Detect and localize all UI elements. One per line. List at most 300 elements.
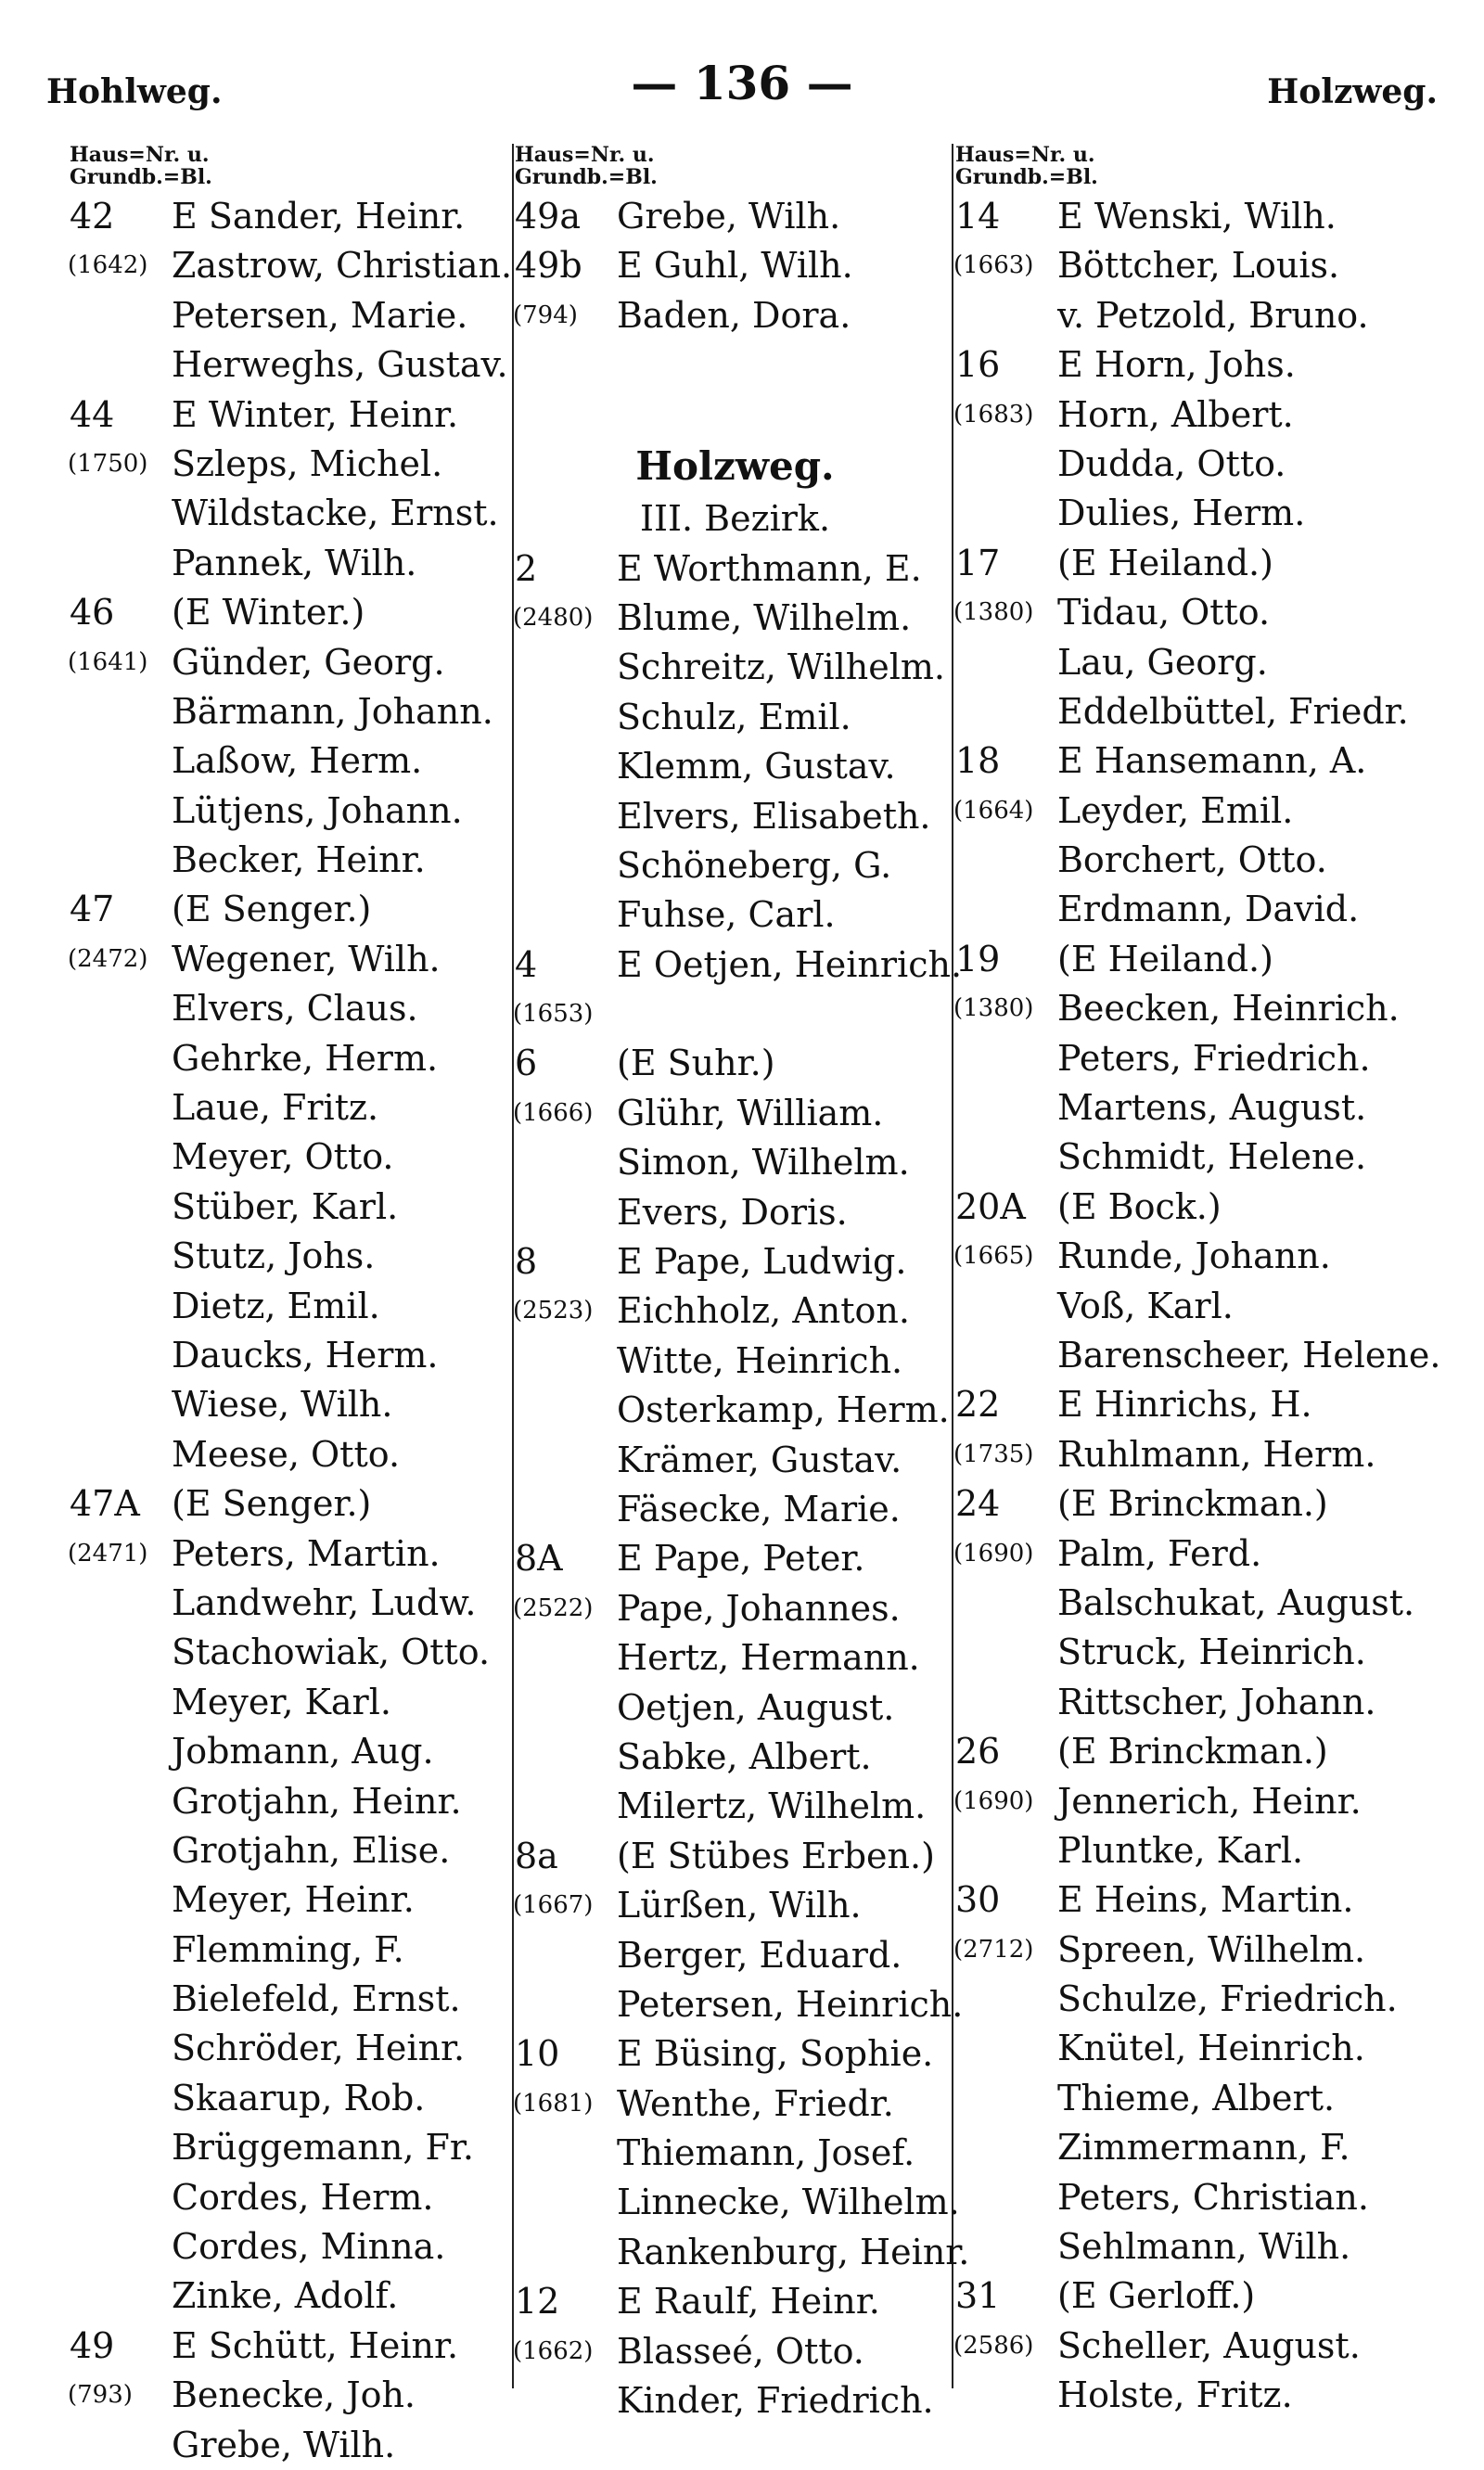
list-item [955, 1875, 1456, 1925]
list-item [955, 2371, 1456, 2420]
list-item [955, 2173, 1456, 2222]
list-item [70, 2371, 510, 2420]
list-item [955, 638, 1456, 687]
list-item [955, 539, 1456, 588]
entry-list [68, 192, 513, 2470]
house-number: 6 [515, 1043, 538, 1084]
list-item [70, 539, 510, 588]
house-number: 24 [955, 1483, 1001, 1525]
resident-name: Laßow, Herm. [172, 740, 423, 782]
column-header-line: Haus=Nr. u. [955, 143, 1095, 167]
resident-name: Wenthe, Friedr. [617, 2082, 894, 2124]
grundbuch-number: (1380) [953, 994, 1034, 1023]
resident-name: Barenscheer, Helene. [1057, 1334, 1441, 1376]
resident-name: Meese, Otto. [172, 1433, 401, 1475]
resident-name: Leyder, Emil. [1057, 789, 1294, 831]
resident-name: Thiemann, Josef. [617, 2132, 915, 2174]
house-number: 2 [515, 547, 538, 589]
list-item [70, 1727, 510, 1776]
list-item [515, 2029, 955, 2079]
list-item [515, 1980, 964, 2029]
house-number: 10 [515, 2033, 560, 2075]
house-number: 16 [955, 344, 1001, 386]
list-item [515, 742, 955, 791]
list-item [515, 1485, 955, 1534]
owner-entry: (E Gerloff.) [1057, 2275, 1256, 2317]
street-left-heading: Hohlweg. [46, 72, 223, 111]
list-item [70, 291, 510, 340]
list-item [955, 1529, 1456, 1579]
resident-name: Stutz, Johs. [172, 1235, 376, 1277]
grundbuch-number: (1681) [513, 2089, 594, 2118]
list-item [70, 2123, 510, 2172]
entry-list [955, 192, 1456, 2421]
list-item [515, 1286, 955, 1336]
resident-name: Peters, Martin. [172, 1532, 441, 1574]
list-item [955, 935, 1456, 984]
owner-entry: E Pape, Peter. [617, 1538, 865, 1580]
resident-name: Rankenburg, Heinr. [617, 2231, 970, 2272]
grundbuch-number: (794) [513, 301, 578, 329]
list-item [70, 588, 510, 637]
column-header-line: Grundb.=Bl. [70, 165, 212, 189]
list-item [515, 1931, 955, 1980]
resident-name: Glühr, William. [617, 1092, 884, 1133]
list-item [70, 1133, 510, 1182]
list-item [955, 787, 1456, 836]
resident-name: Cordes, Herm. [172, 2176, 434, 2218]
list-item [955, 340, 1456, 390]
list-item [70, 1034, 510, 1083]
resident-name: Lütjens, Johann. [172, 789, 463, 831]
resident-name: Petersen, Heinrich. [617, 1983, 964, 2025]
owner-entry: E Worthmann, E. [617, 547, 922, 589]
list-item [70, 1232, 510, 1281]
list-item [68, 241, 513, 290]
owner-entry: E Horn, Johs. [1057, 344, 1296, 386]
house-number: 8a [515, 1835, 558, 1876]
list-item [955, 2074, 1456, 2123]
resident-name: Jennerich, Heinr. [1057, 1780, 1362, 1822]
list-item [70, 1975, 510, 2024]
grundbuch-number: (1653) [513, 1000, 594, 1029]
list-item [515, 1584, 955, 1633]
resident-name: Elvers, Claus. [172, 988, 418, 1030]
resident-name: Meyer, Heinr. [172, 1879, 415, 1921]
list-item [515, 693, 955, 742]
resident-name: Schreitz, Wilhelm. [617, 646, 945, 688]
list-item [955, 1826, 1456, 1875]
list-item [515, 192, 955, 241]
resident-name: Thieme, Albert. [1057, 2077, 1336, 2118]
column-1 [68, 143, 513, 2465]
list-item [70, 836, 510, 885]
owner-entry: (E Heiland.) [1057, 542, 1273, 583]
grundbuch-number: (1690) [953, 1786, 1034, 1815]
resident-name: Ruhlmann, Herm. [1057, 1433, 1376, 1475]
list-item [70, 390, 510, 440]
list-item [70, 1579, 510, 1628]
resident-name: Günder, Georg. [172, 641, 445, 683]
list-item [70, 1430, 510, 1479]
house-number: 46 [70, 592, 115, 633]
resident-name: Grotjahn, Elise. [172, 1829, 451, 1871]
grundbuch-number: (2472) [68, 944, 148, 973]
list-item [515, 990, 955, 1039]
house-number: 49a [515, 196, 582, 237]
list-item [70, 1826, 510, 1875]
list-item [515, 2327, 955, 2376]
resident-name: Bielefeld, Ernst. [172, 1978, 461, 2020]
resident-name: Sehlmann, Wilh. [1057, 2226, 1351, 2268]
list-item [70, 340, 510, 390]
resident-name: Böttcher, Louis. [1057, 245, 1340, 287]
grundbuch-number: (2712) [953, 1935, 1034, 1964]
column-header-line: Haus=Nr. u. [515, 143, 655, 167]
list-item [955, 2123, 1456, 2172]
list-item [955, 489, 1456, 538]
house-number: 22 [955, 1384, 1001, 1426]
list-item [515, 544, 955, 594]
list-item [515, 241, 955, 290]
resident-name: Horn, Albert. [1057, 393, 1294, 435]
grundbuch-number: (1735) [953, 1440, 1034, 1468]
resident-name: Eddelbüttel, Friedr. [1057, 690, 1409, 732]
grundbuch-number: (2586) [953, 2331, 1034, 2360]
list-item [955, 1479, 1456, 1529]
owner-entry: E Büsing, Sophie. [617, 2033, 934, 2075]
owner-entry: E Sander, Heinr. [172, 196, 466, 237]
owner-entry: (E Senger.) [172, 889, 372, 930]
house-number: 14 [955, 196, 1001, 237]
resident-name: Spreen, Wilhelm. [1057, 1928, 1366, 1970]
grundbuch-number: (793) [68, 2381, 133, 2410]
list-item [70, 192, 510, 241]
resident-name: Knütel, Heinrich. [1057, 2028, 1365, 2069]
list-item [955, 1183, 1456, 1232]
house-number: 8A [515, 1538, 563, 1580]
house-number: 20A [955, 1185, 1026, 1227]
house-number: 49 [70, 2324, 115, 2366]
resident-name: Schulz, Emil. [617, 696, 851, 737]
resident-name: Zastrow, Christian. [172, 245, 513, 287]
list-item [70, 736, 510, 786]
column-header-line: Haus=Nr. u. [70, 143, 210, 167]
list-item [70, 1628, 510, 1677]
resident-name: Voß, Karl. [1057, 1285, 1234, 1326]
spacer [515, 340, 955, 439]
entry-list [513, 544, 970, 2426]
resident-name: Pluntke, Karl. [1057, 1829, 1304, 1871]
resident-name: Hertz, Hermann. [617, 1637, 920, 1679]
resident-name: Struck, Heinrich. [1057, 1632, 1366, 1673]
owner-entry: (E Winter.) [172, 592, 365, 633]
list-item [70, 2272, 510, 2321]
grundbuch-number: (2480) [513, 603, 594, 632]
resident-name: Tidau, Otto. [1057, 592, 1271, 633]
list-item [955, 2222, 1456, 2272]
house-number: 42 [70, 196, 115, 237]
resident-name: Grotjahn, Heinr. [172, 1780, 462, 1822]
resident-name: Holste, Fritz. [1057, 2374, 1293, 2416]
list-item [70, 984, 510, 1033]
resident-name: Grebe, Wilh. [172, 2424, 396, 2465]
house-number: 31 [955, 2275, 1001, 2317]
resident-name: Daucks, Herm. [172, 1334, 439, 1376]
list-item [70, 2222, 510, 2272]
grundbuch-number: (1642) [68, 251, 148, 280]
resident-name: Osterkamp, Herm. [617, 1389, 950, 1431]
list-item [955, 836, 1456, 885]
list-item [70, 1529, 510, 1579]
house-number: 44 [70, 393, 115, 435]
list-item [515, 291, 955, 340]
resident-name: Blume, Wilhelm. [617, 596, 912, 638]
grundbuch-number: (1380) [953, 598, 1034, 627]
resident-name: Wiese, Wilh. [172, 1384, 393, 1426]
resident-name: Martens, August. [1057, 1087, 1367, 1129]
resident-name: Herweghs, Gustav. [172, 344, 508, 386]
grundbuch-number: (1666) [513, 1098, 594, 1127]
list-item [70, 489, 510, 538]
resident-name: Stüber, Karl. [172, 1185, 399, 1227]
resident-name: Schöneberg, G. [617, 844, 892, 886]
resident-name: Borchert, Otto. [1057, 839, 1327, 881]
list-item [70, 1331, 510, 1380]
resident-name: Palm, Ferd. [1057, 1532, 1262, 1574]
list-item [955, 241, 1456, 290]
owner-entry: E Raulf, Heinr. [617, 2281, 880, 2323]
owner-entry: E Schütt, Heinr. [172, 2324, 459, 2366]
resident-name: Meyer, Karl. [172, 1681, 391, 1722]
resident-name: Scheller, August. [1057, 2324, 1361, 2366]
resident-name: Dudda, Otto. [1057, 442, 1286, 484]
list-item [955, 440, 1456, 489]
list-item [515, 1237, 955, 1286]
list-item [515, 1089, 955, 1138]
owner-entry: (E Brinckman.) [1057, 1731, 1328, 1773]
list-item [515, 1534, 955, 1583]
list-item [70, 885, 510, 934]
list-item [955, 2322, 1456, 2371]
section-title: Holzweg. [635, 443, 835, 490]
grundbuch-number: (2471) [68, 1539, 148, 1568]
resident-name: Laue, Fritz. [172, 1087, 379, 1129]
list-item [70, 1183, 510, 1232]
list-item [955, 1430, 1456, 1479]
list-item [515, 1138, 955, 1187]
list-item [955, 1975, 1456, 2024]
resident-name: Dulies, Herm. [1057, 493, 1306, 534]
resident-name: Baden, Dora. [617, 294, 851, 336]
list-item [515, 890, 955, 940]
column-divider [512, 144, 514, 2388]
list-item [515, 2080, 955, 2129]
resident-name: Lürßen, Wilh. [617, 1885, 862, 1926]
list-item [70, 638, 510, 687]
list-item [955, 736, 1456, 786]
resident-name: Cordes, Minna. [172, 2226, 446, 2268]
resident-name: Sabke, Albert. [617, 1735, 872, 1777]
list-item [515, 1832, 955, 1881]
column-header [955, 144, 1456, 188]
column-header [70, 144, 510, 188]
list-item [70, 687, 510, 736]
grundbuch-number: (1683) [953, 400, 1034, 429]
list-item [955, 192, 1456, 241]
list-item [70, 2173, 510, 2222]
resident-name: Meyer, Otto. [172, 1136, 394, 1178]
resident-name: Balschukat, August. [1057, 1581, 1415, 1623]
resident-name: Berger, Eduard. [617, 1934, 902, 1976]
house-number: 47A [70, 1483, 140, 1525]
list-item [515, 2228, 970, 2277]
resident-name: Schulze, Friedrich. [1057, 1978, 1398, 2020]
owner-entry: Grebe, Wilh. [617, 196, 841, 237]
resident-name: Klemm, Gustav. [617, 746, 896, 787]
house-number: 4 [515, 943, 538, 985]
list-item [955, 291, 1456, 340]
section-subtitle: III. Bezirk. [639, 498, 831, 540]
list-item [515, 643, 955, 692]
resident-name: Beecken, Heinrich. [1057, 988, 1400, 1030]
list-item [70, 1678, 510, 1727]
grundbuch-number: (1750) [68, 449, 148, 478]
owner-entry: E Pape, Ludwig. [617, 1241, 907, 1283]
resident-name: Witte, Heinrich. [617, 1339, 903, 1381]
list-item [515, 2277, 955, 2326]
owner-entry: E Heins, Martin. [1057, 1879, 1354, 1921]
resident-name: Runde, Johann. [1057, 1235, 1331, 1277]
list-item [515, 2129, 955, 2178]
list-item [955, 1282, 1456, 1331]
list-item [70, 1479, 510, 1529]
resident-name: Pape, Johannes. [617, 1587, 901, 1629]
house-number: 49b [515, 245, 582, 287]
resident-name: Szleps, Michel. [172, 442, 443, 484]
list-item [515, 792, 955, 841]
list-item [70, 1777, 510, 1826]
list-item [955, 1727, 1456, 1776]
column-header [515, 144, 955, 188]
owner-entry: E Oetjen, Heinrich. [617, 943, 963, 985]
resident-name: Rittscher, Johann. [1057, 1681, 1376, 1722]
list-item [70, 935, 510, 984]
resident-name: Flemming, F. [172, 1928, 404, 1970]
list-item [955, 2024, 1456, 2073]
resident-name: Wildstacke, Ernst. [172, 493, 499, 534]
list-item [955, 1380, 1456, 1429]
list-item [515, 1188, 955, 1237]
list-item [70, 2074, 510, 2123]
house-number: 12 [515, 2281, 560, 2323]
list-item [70, 1083, 510, 1133]
list-item [515, 1039, 955, 1088]
house-number: 8 [515, 1241, 538, 1283]
owner-entry: (E Stübes Erben.) [617, 1835, 935, 1876]
list-item [515, 841, 955, 890]
grundbuch-number: (1665) [953, 1242, 1034, 1271]
grundbuch-number: (2522) [513, 1593, 594, 1622]
list-item [955, 1331, 1456, 1380]
grundbuch-number: (1662) [513, 2336, 594, 2365]
owner-entry: E Hansemann, A. [1057, 740, 1367, 782]
list-item [955, 588, 1456, 637]
list-item [70, 2322, 510, 2371]
grundbuch-number: (2523) [513, 1297, 594, 1325]
column-3 [955, 144, 1456, 2425]
resident-name: Dietz, Emil. [172, 1285, 380, 1326]
list-item [955, 1628, 1456, 1677]
grundbuch-number: (1667) [513, 1891, 594, 1920]
owner-entry: (E Heiland.) [1057, 938, 1273, 979]
resident-name: Kinder, Friedrich. [617, 2380, 934, 2422]
list-item [515, 594, 955, 643]
list-item [955, 1926, 1456, 1975]
owner-entry: (E Brinckman.) [1057, 1483, 1328, 1525]
owner-entry: (E Suhr.) [617, 1043, 775, 1084]
list-item [955, 984, 1456, 1033]
owner-entry: (E Senger.) [172, 1483, 372, 1525]
column-2 [513, 143, 970, 2425]
list-item [955, 2272, 1456, 2321]
list-item [955, 1133, 1456, 1182]
list-item [515, 1683, 955, 1733]
list-item [70, 1926, 510, 1975]
owner-entry: E Hinrichs, H. [1057, 1384, 1312, 1426]
owner-entry: E Wenski, Wilh. [1057, 196, 1337, 237]
owner-entry: (E Bock.) [1057, 1185, 1222, 1227]
resident-name: Landwehr, Ludw. [172, 1581, 477, 1623]
resident-name: Stachowiak, Otto. [172, 1632, 491, 1673]
list-item [515, 941, 963, 990]
resident-name: Oetjen, August. [617, 1686, 895, 1728]
list-item [515, 1337, 955, 1386]
list-item [70, 1282, 510, 1331]
owner-entry: E Winter, Heinr. [172, 393, 459, 435]
list-item [70, 1875, 510, 1925]
resident-name: Eichholz, Anton. [617, 1290, 910, 1332]
owner-entry: E Guhl, Wilh. [617, 245, 853, 287]
house-number: 19 [955, 938, 1001, 979]
resident-name: Erdmann, David. [1057, 889, 1360, 930]
resident-name: Schmidt, Helene. [1057, 1136, 1367, 1178]
house-number: 47 [70, 889, 115, 930]
resident-name: Skaarup, Rob. [172, 2077, 426, 2118]
list-item [955, 1034, 1456, 1083]
list-item [70, 440, 510, 489]
resident-name: Peters, Christian. [1057, 2176, 1369, 2218]
resident-name: Becker, Heinr. [172, 839, 426, 881]
list-item [955, 1678, 1456, 1727]
resident-name: Milertz, Wilhelm. [617, 1785, 927, 1827]
list-item [515, 1782, 955, 1831]
list-item [515, 1881, 955, 1930]
list-item [515, 2178, 960, 2227]
grundbuch-number: (1690) [953, 1539, 1034, 1568]
house-number: 30 [955, 1879, 1001, 1921]
resident-name: Petersen, Marie. [172, 294, 468, 336]
resident-name: Linnecke, Wilhelm. [617, 2182, 960, 2223]
list-item [70, 2024, 510, 2073]
resident-name: Simon, Wilhelm. [617, 1142, 910, 1184]
resident-name: Krämer, Gustav. [617, 1439, 902, 1480]
resident-name: Gehrke, Herm. [172, 1037, 439, 1079]
list-item [70, 787, 510, 836]
resident-name: Benecke, Joh. [172, 2374, 416, 2416]
page-number: — 136 — [631, 56, 853, 110]
house-number: 26 [955, 1731, 1001, 1773]
